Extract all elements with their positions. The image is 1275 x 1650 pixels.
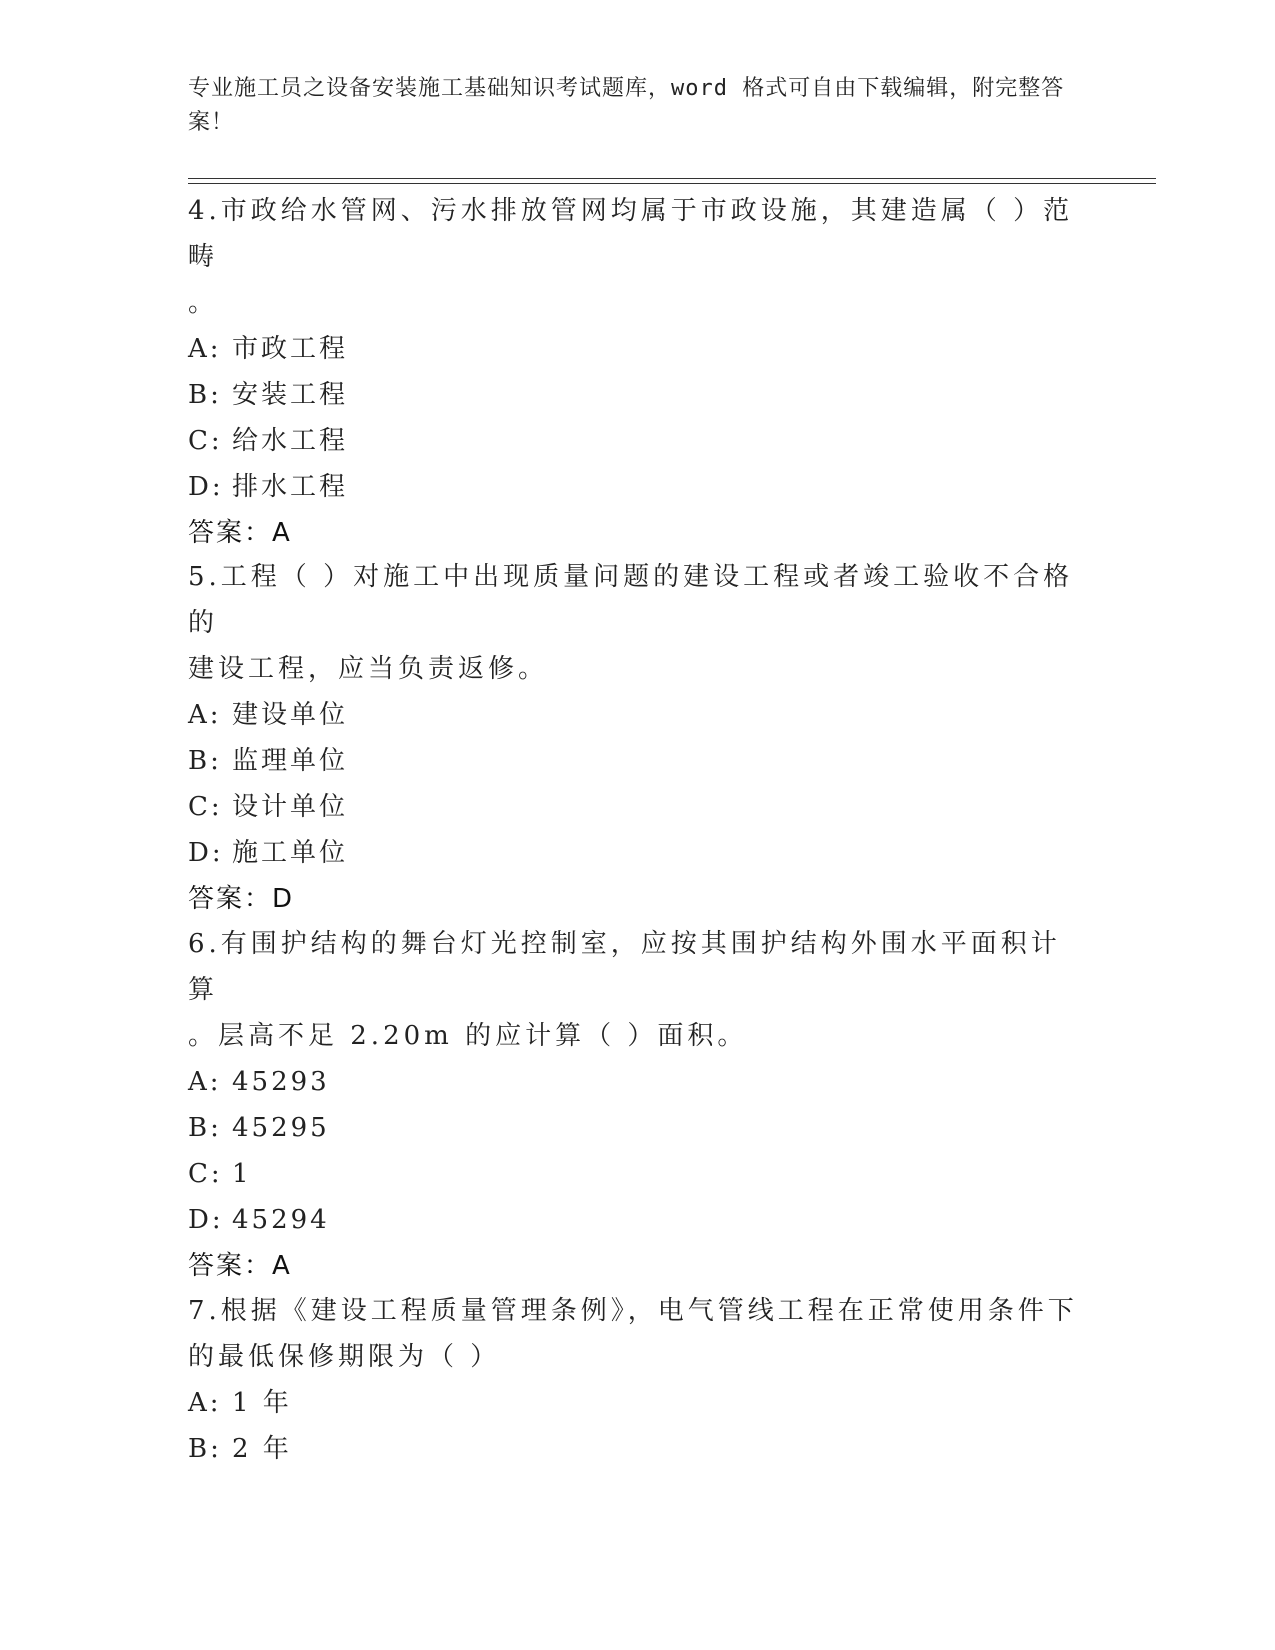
question-stem: 7.根据《建设工程质量管理条例》，电气管线工程在正常使用条件下 xyxy=(188,1296,1078,1326)
question-4 xyxy=(188,188,1088,556)
option-key: D: xyxy=(188,838,224,868)
question-stem-continued: 。层高不足 2.20m 的应计算（ ）面积。 xyxy=(188,1021,748,1051)
question-stem: 5.工程（ ）对施工中出现质量问题的建设工程或者竣工验收不合格的 xyxy=(188,562,1074,638)
header-divider-bottom xyxy=(188,183,1156,184)
question-7 xyxy=(188,1288,1088,1472)
option-text: 设计单位 xyxy=(232,792,349,822)
option-key: B: xyxy=(188,1113,222,1143)
option-text: 1 xyxy=(232,1159,252,1189)
option-text: 安装工程 xyxy=(232,380,349,410)
option-d xyxy=(188,830,1088,876)
header-divider-top xyxy=(188,178,1156,179)
option-b xyxy=(188,738,1088,784)
question-stem-continued: 建设工程，应当负责返修。 xyxy=(188,654,549,684)
option-a xyxy=(188,692,1088,738)
option-a xyxy=(188,326,1088,372)
question-5 xyxy=(188,554,1088,922)
option-text: 45294 xyxy=(232,1205,330,1235)
answer-line: 答案：D xyxy=(188,884,295,914)
option-b xyxy=(188,1426,1088,1472)
option-c xyxy=(188,418,1088,464)
answer-line: 答案：A xyxy=(188,1251,292,1281)
option-c xyxy=(188,784,1088,830)
option-key: B: xyxy=(188,1434,222,1464)
option-text: 45293 xyxy=(232,1067,330,1097)
option-text: 排水工程 xyxy=(232,472,349,502)
option-d xyxy=(188,464,1088,510)
option-key: C: xyxy=(188,426,223,456)
option-key: A: xyxy=(188,334,222,364)
option-text: 1 年 xyxy=(232,1388,292,1418)
option-key: D: xyxy=(188,472,224,502)
option-text: 建设单位 xyxy=(232,700,349,730)
option-key: B: xyxy=(188,380,222,410)
option-text: 市政工程 xyxy=(232,334,349,364)
option-b xyxy=(188,1105,1088,1151)
option-key: C: xyxy=(188,792,223,822)
option-key: A: xyxy=(188,1067,222,1097)
option-c xyxy=(188,1151,1088,1197)
question-6 xyxy=(188,921,1088,1289)
option-key: A: xyxy=(188,700,222,730)
question-stem-continued: 。 xyxy=(188,288,219,318)
option-d xyxy=(188,1197,1088,1243)
option-key: B: xyxy=(188,746,222,776)
answer-line: 答案：A xyxy=(188,518,292,548)
question-stem: 4.市政给水管网、污水排放管网均属于市政设施，其建造属（ ）范畴 xyxy=(188,196,1074,272)
option-text: 监理单位 xyxy=(232,746,349,776)
option-key: C: xyxy=(188,1159,223,1189)
option-a xyxy=(188,1059,1088,1105)
option-key: A: xyxy=(188,1388,222,1418)
question-stem-continued: 的最低保修期限为（ ） xyxy=(188,1342,501,1372)
option-b xyxy=(188,372,1088,418)
option-text: 45295 xyxy=(232,1113,330,1143)
document-header: 专业施工员之设备安装施工基础知识考试题库，word 格式可自由下载编辑，附完整答案！ xyxy=(188,76,1065,135)
option-text: 2 年 xyxy=(232,1434,292,1464)
option-a xyxy=(188,1380,1088,1426)
option-text: 给水工程 xyxy=(232,426,349,456)
option-key: D: xyxy=(188,1205,224,1235)
option-text: 施工单位 xyxy=(232,838,349,868)
question-stem: 6.有围护结构的舞台灯光控制室，应按其围护结构外围水平面积计算 xyxy=(188,929,1061,1005)
